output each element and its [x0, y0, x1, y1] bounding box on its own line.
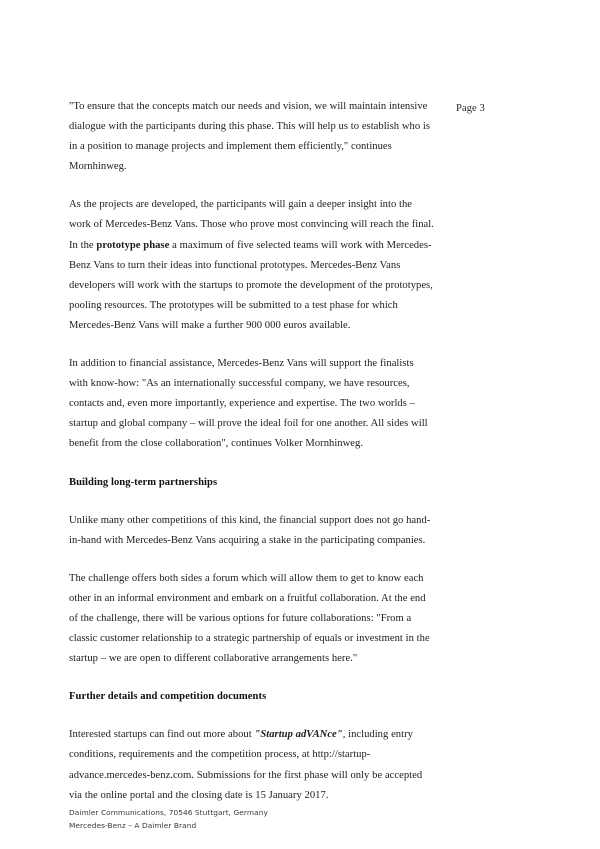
bold-italic-run: "Startup adVANce"	[254, 729, 343, 741]
text-run: The challenge offers both sides a forum which will allow them to get to know each other in an informal environment and embark on a fruitful collaboration. At the end of the challenge, there will be various options for future collaborations: "From a classic customer relationship to a strategic partnership of equals or investment in the startup – we are open to different collaborative arrangements here."	[69, 572, 430, 665]
body-paragraph	[69, 97, 435, 177]
text-run: In addition to financial assistance, Mercedes-Benz Vans will support the finalists with know-how: "As an internationally successful company, we have resources, contacts and, even more importantly, experience and expertise. The two worlds – startup and global company – will prove the ideal foil for one another. All sides will benefit from the close collaboration", continues Volker Mornhinweg.	[69, 358, 428, 450]
text-run: Interested startups can find out more about	[69, 729, 255, 741]
text-run: , including entry conditions, requirements and the competition process, at http://startup-advance.mercedes-benz.com. Submissions for the first phase will only be accepted via the online portal and the closing date is 15 January 2017.	[69, 729, 423, 801]
section-heading	[69, 473, 435, 493]
document-body	[69, 97, 435, 824]
body-paragraph	[69, 354, 435, 454]
footer-line-address: Daimler Communications, 70546 Stuttgart, Germany	[69, 808, 268, 817]
bold-run: prototype phase	[96, 239, 170, 251]
body-paragraph	[69, 195, 435, 336]
body-paragraph	[69, 569, 435, 669]
text-run: As the projects are developed, the participants will gain a deeper insight into the work of Mercedes-Benz Vans. Those who prove most convincing will reach the final. In the	[69, 199, 434, 251]
text-run: "To ensure that the concepts match our needs and vision, we will maintain intensive dialogue with the participants during this phase. This will help us to establish who is in a position to manage projects and implement them efficiently," continues Mornhinweg.	[69, 101, 431, 173]
text-run: Unlike many other competitions of this kind, the financial support does not go hand-in-hand with Mercedes-Benz Vans acquiring a stake in the participating companies.	[69, 514, 431, 546]
footer-line-brand: Mercedes-Benz – A Daimler Brand	[69, 821, 197, 831]
bold-run: Building long-term partnerships	[69, 476, 218, 488]
page-footer	[69, 806, 268, 832]
text-run: a maximum of five selected teams will work with Mercedes-Benz Vans to turn their ideas into functional prototypes. Mercedes-Benz Vans developers will work with the startups to promote the development of the prototypes, pooling resources. The prototypes will be submitted to a test phase for which Mercedes-Benz Vans will make a further 900 000 euros available.	[69, 239, 433, 331]
body-paragraph	[69, 511, 435, 551]
page-number: Page 3	[456, 103, 485, 114]
bold-run: Further details and competition documents	[69, 691, 267, 703]
body-paragraph	[69, 725, 435, 805]
section-heading	[69, 687, 435, 707]
